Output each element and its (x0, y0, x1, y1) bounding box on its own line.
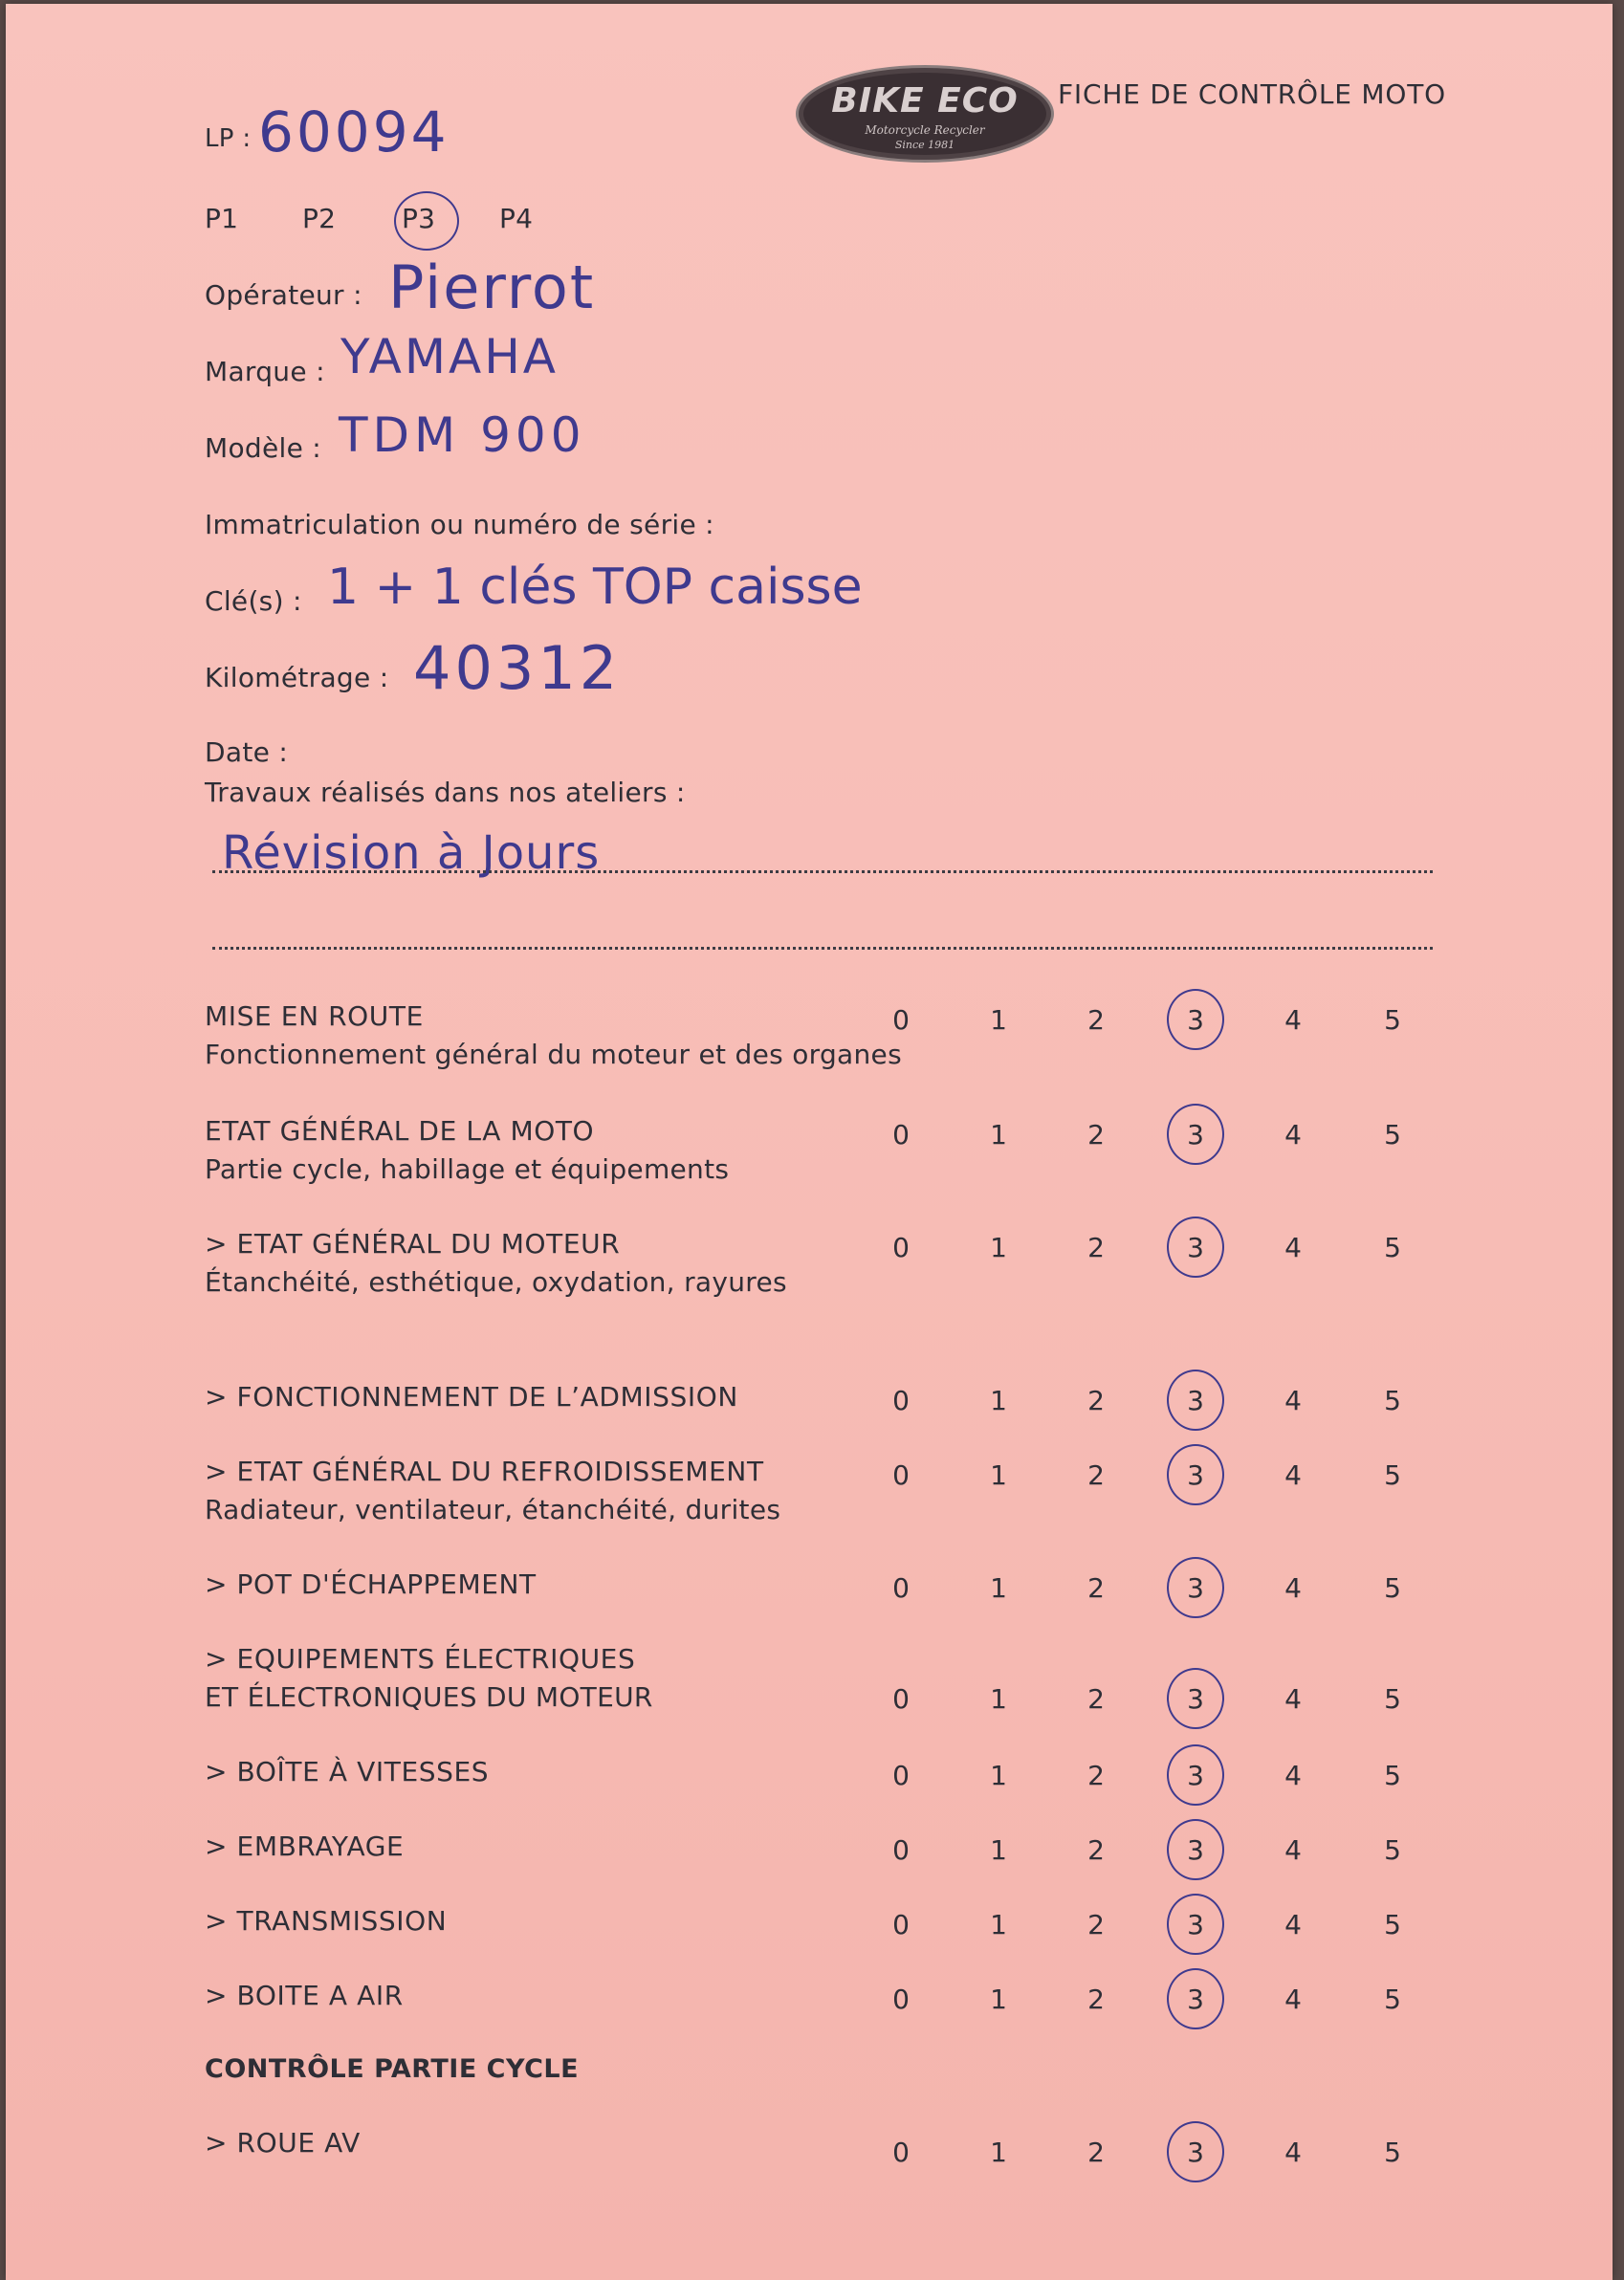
row-title: > ROUE AV (205, 2127, 361, 2159)
score-option[interactable]: 0 (892, 1834, 910, 1866)
score-option[interactable]: 5 (1384, 1683, 1401, 1715)
score-option[interactable]: 0 (892, 1004, 910, 1036)
score-option[interactable]: 4 (1284, 1004, 1302, 1036)
score-option[interactable]: 1 (990, 1004, 1007, 1036)
score-option[interactable]: 3 (1187, 1004, 1204, 1036)
score-option[interactable]: 2 (1087, 2137, 1105, 2168)
control-sheet (6, 4, 1613, 2280)
score-option[interactable]: 3 (1187, 1909, 1204, 1940)
score-option[interactable]: 3 (1187, 1683, 1204, 1715)
selected-score-circle (1167, 1370, 1224, 1431)
row-subtitle: ET ÉLECTRONIQUES DU MOTEUR (205, 1681, 653, 1713)
score-option[interactable]: 5 (1384, 1909, 1401, 1940)
score-option[interactable]: 1 (990, 1909, 1007, 1940)
score-option[interactable]: 5 (1384, 1232, 1401, 1263)
model-label: Modèle : (205, 432, 322, 464)
model-value[interactable]: TDM 900 (339, 407, 586, 463)
score-option[interactable]: 5 (1384, 2137, 1401, 2168)
logo-tagline: Motorcycle Recycler (865, 123, 985, 137)
score-option[interactable]: 2 (1087, 1984, 1105, 2015)
selected-score-circle (1167, 1557, 1224, 1618)
selected-score-circle (1167, 1968, 1224, 2029)
score-option[interactable]: 1 (990, 1459, 1007, 1491)
score-option[interactable]: 1 (990, 1119, 1007, 1151)
score-option[interactable]: 4 (1284, 1232, 1302, 1263)
score-option[interactable]: 4 (1284, 1459, 1302, 1491)
score-option[interactable]: 1 (990, 1572, 1007, 1604)
works-line-1 (212, 870, 1433, 873)
mileage-value[interactable]: 40312 (413, 633, 622, 703)
score-option[interactable]: 3 (1187, 1834, 1204, 1866)
selected-score-circle (1167, 2121, 1224, 2182)
score-option[interactable]: 2 (1087, 1004, 1105, 1036)
row-subtitle: Radiateur, ventilateur, étanchéité, durites (205, 1494, 781, 1525)
score-option[interactable]: 1 (990, 1984, 1007, 2015)
selected-score-circle (1167, 1444, 1224, 1505)
row-title: > EMBRAYAGE (205, 1831, 405, 1862)
selected-score-circle (1167, 1744, 1224, 1806)
score-option[interactable]: 4 (1284, 2137, 1302, 2168)
score-option[interactable]: 3 (1187, 1984, 1204, 2015)
score-option[interactable]: 0 (892, 1683, 910, 1715)
row-subtitle: Fonctionnement général du moteur et des organes (205, 1039, 902, 1070)
row-title: > BOÎTE À VITESSES (205, 1756, 490, 1787)
score-option[interactable]: 2 (1087, 1119, 1105, 1151)
operator-label: Opérateur : (205, 279, 362, 311)
position-p3[interactable]: P3 (402, 203, 436, 234)
row-title: > ETAT GÉNÉRAL DU REFROIDISSEMENT (205, 1456, 764, 1487)
score-option[interactable]: 3 (1187, 1760, 1204, 1791)
score-option[interactable]: 4 (1284, 1119, 1302, 1151)
score-option[interactable]: 4 (1284, 1984, 1302, 2015)
selected-score-circle (1167, 989, 1224, 1050)
score-option[interactable]: 2 (1087, 1683, 1105, 1715)
registration-label: Immatriculation ou numéro de série : (205, 509, 714, 540)
score-option[interactable]: 1 (990, 2137, 1007, 2168)
score-option[interactable]: 0 (892, 1232, 910, 1263)
score-option[interactable]: 2 (1087, 1909, 1105, 1940)
score-option[interactable]: 3 (1187, 1232, 1204, 1263)
score-option[interactable]: 4 (1284, 1385, 1302, 1416)
operator-value[interactable]: Pierrot (388, 252, 596, 322)
score-option[interactable]: 4 (1284, 1909, 1302, 1940)
score-option[interactable]: 4 (1284, 1683, 1302, 1715)
row-title: > POT D'ÉCHAPPEMENT (205, 1568, 537, 1600)
score-option[interactable]: 5 (1384, 1459, 1401, 1491)
score-option[interactable]: 1 (990, 1834, 1007, 1866)
row-title: > ETAT GÉNÉRAL DU MOTEUR (205, 1228, 621, 1260)
mileage-label: Kilométrage : (205, 662, 389, 693)
row-title: > TRANSMISSION (205, 1905, 448, 1937)
score-option[interactable]: 0 (892, 2137, 910, 2168)
score-option[interactable]: 2 (1087, 1572, 1105, 1604)
score-option[interactable]: 0 (892, 1760, 910, 1791)
score-option[interactable]: 2 (1087, 1459, 1105, 1491)
row-title: > EQUIPEMENTS ÉLECTRIQUES (205, 1643, 636, 1675)
bike-eco-logo (796, 65, 1054, 163)
lp-label: LP : (205, 124, 252, 153)
section-cycle-heading: CONTRÔLE PARTIE CYCLE (205, 2054, 580, 2084)
score-option[interactable]: 3 (1187, 2137, 1204, 2168)
score-option[interactable]: 5 (1384, 1760, 1401, 1791)
selected-score-circle (1167, 1104, 1224, 1165)
score-option[interactable]: 5 (1384, 1004, 1401, 1036)
works-line-2 (212, 947, 1433, 950)
score-option[interactable]: 0 (892, 1984, 910, 2015)
score-option[interactable]: 5 (1384, 1385, 1401, 1416)
score-option[interactable]: 4 (1284, 1572, 1302, 1604)
score-option[interactable]: 1 (990, 1760, 1007, 1791)
selected-score-circle (1167, 1668, 1224, 1729)
score-option[interactable]: 5 (1384, 1834, 1401, 1866)
selected-score-circle (1167, 1894, 1224, 1955)
brand-label: Marque : (205, 356, 325, 387)
lp-value[interactable]: 60094 (258, 99, 450, 164)
logo-brand: BIKE ECO (831, 81, 1019, 121)
score-option[interactable]: 3 (1187, 1572, 1204, 1604)
score-option[interactable]: 1 (990, 1683, 1007, 1715)
selected-position-circle (394, 191, 459, 251)
score-option[interactable]: 1 (990, 1232, 1007, 1263)
row-subtitle: Étanchéité, esthétique, oxydation, rayures (205, 1266, 787, 1298)
works-value[interactable]: Révision à Jours (222, 826, 601, 880)
score-option[interactable]: 3 (1187, 1385, 1204, 1416)
score-option[interactable]: 0 (892, 1385, 910, 1416)
row-title: > FONCTIONNEMENT DE L’ADMISSION (205, 1381, 738, 1413)
score-option[interactable]: 2 (1087, 1834, 1105, 1866)
keys-label: Clé(s) : (205, 585, 302, 617)
row-title: > BOITE A AIR (205, 1980, 404, 2011)
row-subtitle: Partie cycle, habillage et équipements (205, 1153, 730, 1185)
score-option[interactable]: 5 (1384, 1984, 1401, 2015)
sheet-title: FICHE DE CONTRÔLE MOTO (1058, 78, 1446, 110)
score-option[interactable]: 3 (1187, 1119, 1204, 1151)
score-option[interactable]: 3 (1187, 1459, 1204, 1491)
score-option[interactable]: 0 (892, 1459, 910, 1491)
row-title: ETAT GÉNÉRAL DE LA MOTO (205, 1115, 595, 1147)
score-option[interactable]: 1 (990, 1385, 1007, 1416)
selected-score-circle (1167, 1819, 1224, 1880)
score-option[interactable]: 0 (892, 1909, 910, 1940)
brand-value[interactable]: YAMAHA (340, 329, 560, 384)
selected-score-circle (1167, 1217, 1224, 1278)
position-p4[interactable]: P4 (499, 203, 534, 234)
score-option[interactable]: 0 (892, 1572, 910, 1604)
keys-value[interactable]: 1 + 1 clés TOP caisse (327, 559, 863, 616)
score-option[interactable]: 0 (892, 1119, 910, 1151)
score-option[interactable]: 2 (1087, 1760, 1105, 1791)
date-label: Date : (205, 736, 289, 768)
score-option[interactable]: 4 (1284, 1834, 1302, 1866)
score-option[interactable]: 4 (1284, 1760, 1302, 1791)
position-p1[interactable]: P1 (205, 203, 239, 234)
position-p2[interactable]: P2 (302, 203, 337, 234)
score-option[interactable]: 2 (1087, 1232, 1105, 1263)
score-option[interactable]: 2 (1087, 1385, 1105, 1416)
works-label: Travaux réalisés dans nos ateliers : (205, 777, 686, 808)
row-title: MISE EN ROUTE (205, 1000, 424, 1032)
score-option[interactable]: 5 (1384, 1119, 1401, 1151)
score-option[interactable]: 5 (1384, 1572, 1401, 1604)
logo-since: Since 1981 (894, 139, 955, 151)
